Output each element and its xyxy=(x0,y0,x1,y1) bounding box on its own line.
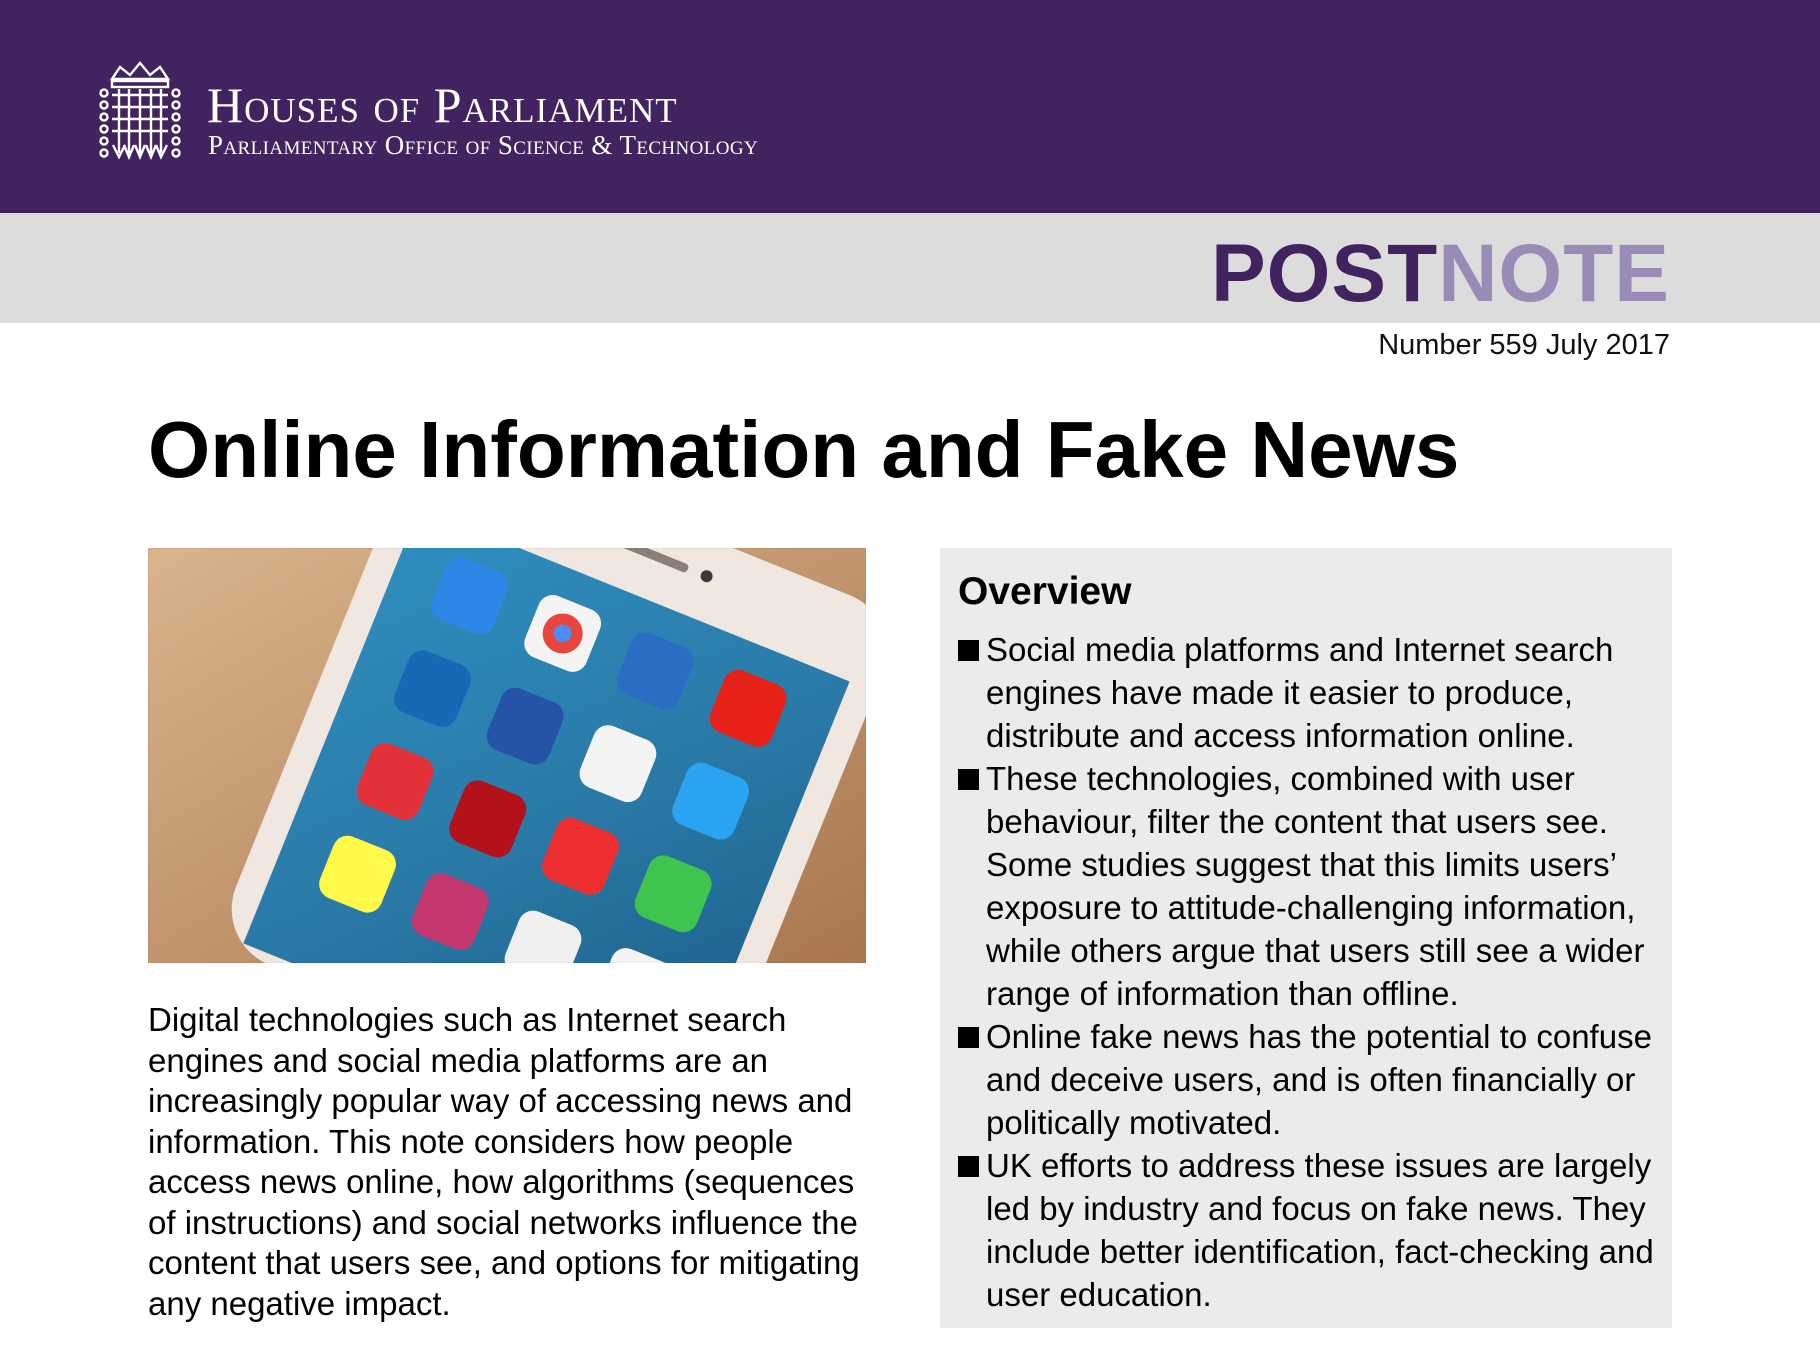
portcullis-icon xyxy=(98,61,182,161)
overview-item xyxy=(956,1144,1666,1316)
square-bullet-icon xyxy=(958,1027,979,1048)
overview-item xyxy=(956,757,1666,1015)
overview-heading: Overview xyxy=(958,570,1132,613)
overview-item-text: Social media platforms and Internet search engines have made it easier to produce, distribute and access information online. xyxy=(986,631,1614,754)
overview-item-text: UK efforts to address these issues are largely led by industry and focus on fake news. They include better identification, fact-checking and user education. xyxy=(986,1147,1654,1313)
issue-number-date: Number 559 July 2017 xyxy=(1378,329,1670,361)
overview-list xyxy=(956,628,1666,1316)
square-bullet-icon xyxy=(958,640,979,661)
postnote-logo xyxy=(1210,228,1670,319)
header-band xyxy=(0,0,1820,213)
org-title: Houses of Parliament xyxy=(207,77,678,133)
square-bullet-icon xyxy=(958,769,979,790)
postnote-post: POST xyxy=(1210,228,1439,319)
overview-box xyxy=(940,548,1672,1328)
overview-item xyxy=(956,628,1666,757)
postnote-note: NOTE xyxy=(1438,228,1670,319)
overview-item-text: These technologies, combined with user behaviour, filter the content that users see. Some studies suggest that this limits users’ exposure to attitude-challenging information, while others argue that users still see a wider range of information than offline. xyxy=(986,760,1645,1012)
smartphone-home-screen-image xyxy=(148,548,866,963)
document-title: Online Information and Fake News xyxy=(148,405,1460,494)
overview-item-text: Online fake news has the potential to confuse and deceive users, and is often financially or politically motivated. xyxy=(986,1018,1652,1141)
overview-item xyxy=(956,1015,1666,1144)
summary-paragraph: Digital technologies such as Internet search engines and social media platforms are an increasingly popular way of accessing news and information. This note considers how people access news online, how algorithms (sequences of instructions) and social networks influence the content that users see, and options for mitigating any negative impact. xyxy=(148,1001,860,1322)
square-bullet-icon xyxy=(958,1156,979,1177)
org-subtitle: Parliamentary Office of Science & Technology xyxy=(208,130,759,160)
